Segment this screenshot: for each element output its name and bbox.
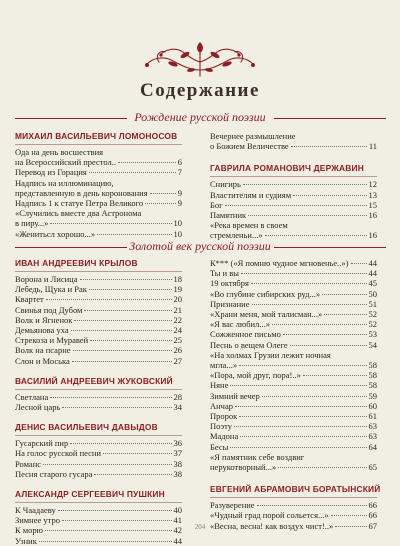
toc-entry-page: 61 xyxy=(368,411,377,422)
leader-dots xyxy=(257,505,367,506)
toc-entry-title: нерукотворный...» xyxy=(210,462,277,473)
toc-entry[interactable] xyxy=(210,411,377,421)
toc-entry-page: 37 xyxy=(173,448,182,459)
leader-dots xyxy=(43,464,171,465)
toc-entry-line: Надпись на иллюминацию, xyxy=(15,177,114,188)
toc-entry-page: 52 xyxy=(368,319,377,330)
toc-entry[interactable] xyxy=(15,438,182,448)
toc-entry-title: Снигирь xyxy=(210,179,241,190)
leader-dots xyxy=(70,443,171,444)
toc-entry-title: Бог xyxy=(210,199,223,210)
section-2-right-column xyxy=(210,258,381,531)
toc-entry[interactable] xyxy=(210,319,377,329)
toc-entry-page: 7 xyxy=(177,167,182,178)
toc-entry-title: Ворона и Лисица xyxy=(15,274,78,284)
toc-entry[interactable] xyxy=(210,340,377,350)
toc-entry[interactable] xyxy=(15,402,182,412)
toc-entry-line: «Случились вместе два Астронома xyxy=(15,208,142,219)
leader-dots xyxy=(80,279,172,280)
toc-entry-page: 58 xyxy=(368,380,377,391)
leader-dots xyxy=(89,172,176,173)
toc-entry-page: 21 xyxy=(173,304,182,315)
leader-dots xyxy=(150,193,176,194)
section-title: Золотой век русской поэзии xyxy=(129,239,271,253)
toc-entry[interactable] xyxy=(210,380,377,390)
toc-entry-title: Светлана xyxy=(15,391,49,402)
toc-entry-page: 36 xyxy=(173,438,182,449)
toc-entry-title: Надпись 1 к статуе Петра Великого xyxy=(15,198,144,209)
toc-entry-title: Свинья под Дубом xyxy=(15,304,83,315)
author-group xyxy=(15,376,182,412)
toc-entry-title: К Чаадаеву xyxy=(15,505,56,516)
leader-dots xyxy=(251,283,367,284)
leader-dots xyxy=(293,195,366,196)
toc-entry-title: 19 октября xyxy=(210,278,249,289)
toc-entry-page: 59 xyxy=(368,390,377,401)
toc-entry-line: «Река времен в своем xyxy=(210,220,288,231)
toc-entry-title: Мадона xyxy=(210,431,239,442)
toc-entry[interactable] xyxy=(15,274,182,284)
toc-entry-page: 45 xyxy=(368,278,377,289)
toc-entry-title: Зимнее утро xyxy=(15,515,60,526)
leader-dots xyxy=(89,289,172,290)
toc-entry-page: 9 xyxy=(177,198,182,209)
toc-entry[interactable] xyxy=(210,141,377,151)
toc-entry[interactable] xyxy=(210,510,377,520)
toc-entry-title: Песня старого гусара xyxy=(15,468,93,479)
toc-entry-page: 44 xyxy=(368,268,377,279)
toc-entry-title: На голос русской песни xyxy=(15,448,102,459)
leader-dots xyxy=(50,397,171,398)
toc-entry-page: 20 xyxy=(173,294,182,305)
toc-entry-title: «Во глубине сибирских руд...» xyxy=(210,288,321,299)
toc-entry-page: 6 xyxy=(177,157,182,168)
toc-entry[interactable] xyxy=(210,289,377,299)
toc-entry-title: «Женитьсл хорошо...» xyxy=(15,228,96,239)
toc-entry-title: на Всероссийский престол.. xyxy=(15,157,117,168)
toc-entry[interactable] xyxy=(210,370,377,380)
toc-entry-page: 58 xyxy=(368,370,377,381)
toc-entry-page: 22 xyxy=(173,314,182,325)
toc-entry-title: Романс xyxy=(15,458,42,469)
toc-entry-title: о Божием Величестве xyxy=(210,141,289,152)
author-group xyxy=(15,258,182,366)
toc-entry[interactable] xyxy=(15,188,182,198)
author-heading: МИХАИЛ ВАСИЛЬЕВИЧ ЛОМОНОСОВ xyxy=(15,131,182,145)
toc-entry[interactable] xyxy=(210,391,377,401)
leader-dots xyxy=(39,541,172,542)
toc-entry[interactable] xyxy=(15,284,182,294)
toc-entry-page: 19 xyxy=(173,284,182,295)
toc-entry[interactable] xyxy=(210,309,377,319)
toc-entry[interactable] xyxy=(210,299,377,309)
toc-entry-page: 15 xyxy=(368,199,377,210)
leader-dots xyxy=(84,310,171,311)
author-group xyxy=(210,163,377,240)
leader-dots xyxy=(225,205,367,206)
leader-dots xyxy=(90,340,171,341)
toc-entry[interactable] xyxy=(15,345,182,355)
leader-dots xyxy=(235,406,367,407)
toc-entry-page: 16 xyxy=(368,210,377,221)
toc-entry-page: 44 xyxy=(173,535,182,546)
toc-entry[interactable] xyxy=(15,167,182,177)
toc-entry[interactable] xyxy=(15,536,182,546)
toc-entry-line: Ода на день восшествия xyxy=(15,147,104,157)
author-heading: ИВАН АНДРЕЕВИЧ КРЫЛОВ xyxy=(15,258,182,272)
toc-entry[interactable] xyxy=(15,294,182,304)
toc-entry-page: 34 xyxy=(173,402,182,413)
leader-dots xyxy=(73,350,172,351)
toc-entry-title: стремленьи...» xyxy=(210,230,263,241)
section-1-left-column xyxy=(15,131,182,239)
toc-entry-page: 42 xyxy=(173,525,182,536)
toc-entry[interactable] xyxy=(15,356,182,366)
toc-entry[interactable] xyxy=(15,305,182,315)
toc-entry-title: «Весна, весна! как воздух чист!..» xyxy=(210,520,334,531)
toc-entry-title: Разуверение xyxy=(210,500,255,511)
toc-entry-title: Лесной царь xyxy=(15,402,61,413)
toc-entry-page: 26 xyxy=(173,345,182,356)
toc-entry-page: 58 xyxy=(368,360,377,371)
toc-entry-title: «Пора, мой друг, пора!..» xyxy=(210,370,301,381)
toc-entry-title: Перевод из Горация xyxy=(15,167,87,178)
toc-entry-page: 13 xyxy=(368,189,377,200)
leader-dots xyxy=(71,330,172,331)
toc-entry-title: Стрекоза и Муравей xyxy=(15,335,89,346)
toc-entry-title: Квартет xyxy=(15,294,44,305)
toc-entry-title: К*** («Я помню чудное мгновенье..») xyxy=(210,258,349,268)
leader-dots xyxy=(291,146,367,147)
toc-entry-title: Сожженное письмо xyxy=(210,329,281,340)
leader-dots xyxy=(97,234,171,235)
toc-entry[interactable] xyxy=(15,448,182,458)
leader-dots xyxy=(252,304,367,305)
leader-dots xyxy=(230,385,366,386)
toc-entry-page: 65 xyxy=(368,462,377,473)
toc-entry-page: 51 xyxy=(368,298,377,309)
toc-entry-page: 52 xyxy=(368,309,377,320)
toc-entry-page: 9 xyxy=(177,187,182,198)
toc-entry-title: Зимний вечер xyxy=(210,390,260,401)
leader-dots xyxy=(50,223,171,224)
leader-dots xyxy=(74,320,171,321)
toc-entry[interactable] xyxy=(15,315,182,325)
leader-dots xyxy=(58,510,172,511)
toc-entry-title: мгла...» xyxy=(210,360,238,371)
toc-entry-title: «Храни меня, мой талисман...» xyxy=(210,309,323,320)
toc-entry-page: 54 xyxy=(368,339,377,350)
toc-entry[interactable] xyxy=(210,268,377,278)
toc-entry-page: 60 xyxy=(368,400,377,411)
toc-entry[interactable] xyxy=(210,431,377,441)
toc-entry-title: «Я вас любил...» xyxy=(210,319,270,330)
author-heading: ДЕНИС ВАСИЛЬЕВИЧ ДАВЫДОВ xyxy=(15,422,182,436)
toc-entry[interactable] xyxy=(210,360,377,370)
toc-entry-title: Гусарский пир xyxy=(15,438,69,449)
leader-dots xyxy=(272,324,367,325)
toc-entry-page: 44 xyxy=(368,258,377,268)
toc-entry-page: 53 xyxy=(368,329,377,340)
author-group xyxy=(15,422,182,479)
toc-entry[interactable] xyxy=(15,325,182,335)
leader-dots xyxy=(103,453,171,454)
leader-dots xyxy=(239,416,366,417)
toc-entry-page: 63 xyxy=(368,421,377,432)
leader-dots xyxy=(290,345,367,346)
toc-entry-title: Ты и вы xyxy=(210,268,240,279)
toc-entry-page: 27 xyxy=(173,355,182,366)
toc-entry[interactable] xyxy=(15,335,182,345)
toc-entry[interactable] xyxy=(210,421,377,431)
toc-entry-page: 11 xyxy=(368,141,377,152)
leader-dots xyxy=(248,215,366,216)
toc-entry-title: К морю xyxy=(15,525,44,536)
author-group xyxy=(15,131,182,239)
toc-entry-page: 25 xyxy=(173,335,182,346)
toc-entry-page: 24 xyxy=(173,325,182,336)
toc-entry-title: Памятник xyxy=(210,210,247,221)
toc-entry[interactable] xyxy=(15,392,182,402)
toc-entry-line: Вечернее размышление xyxy=(210,131,296,141)
toc-entry[interactable] xyxy=(210,210,377,220)
toc-entry-title: Признание xyxy=(210,298,250,309)
toc-entry-title: Узник xyxy=(15,535,37,546)
toc-entry[interactable] xyxy=(210,190,377,200)
toc-entry-title: Лебедь, Щука и Рак xyxy=(15,284,87,295)
leader-dots xyxy=(46,299,172,300)
leader-dots xyxy=(324,314,366,315)
toc-entry-title: Пророк xyxy=(210,411,238,422)
leader-dots xyxy=(278,467,366,468)
leader-dots xyxy=(243,184,367,185)
leader-dots xyxy=(331,515,367,516)
toc-entry-title: Бесы xyxy=(210,441,229,452)
toc-entry-title: представленную в день коронования xyxy=(15,187,148,198)
toc-entry-line: «На холмах Грузии лежит ночная xyxy=(210,349,331,360)
toc-entry-page: 66 xyxy=(368,500,377,511)
toc-entry-title: Няне xyxy=(210,380,229,391)
toc-entry-title: Демьянова уха xyxy=(15,325,69,336)
toc-entry-title: в пиру...» xyxy=(15,218,49,229)
leader-dots xyxy=(62,520,172,521)
floral-ornament-icon xyxy=(139,40,261,78)
leader-dots xyxy=(234,426,367,427)
toc-entry[interactable] xyxy=(15,198,182,208)
author-group xyxy=(15,489,182,546)
toc-entry-page: 10 xyxy=(173,228,182,239)
toc-entry[interactable] xyxy=(15,469,182,479)
toc-entry[interactable] xyxy=(15,229,182,239)
toc-entry-page: 41 xyxy=(173,515,182,526)
toc-entry-page: 38 xyxy=(173,458,182,469)
toc-entry[interactable] xyxy=(210,200,377,210)
toc-entry-page: 18 xyxy=(173,274,182,284)
toc-entry-page: 16 xyxy=(368,230,377,241)
toc-entry[interactable] xyxy=(210,462,377,472)
toc-entry[interactable] xyxy=(210,401,377,411)
leader-dots xyxy=(351,263,367,264)
toc-entry[interactable] xyxy=(210,258,377,268)
leader-dots xyxy=(265,235,367,236)
leader-dots xyxy=(262,396,367,397)
toc-entry-page: 12 xyxy=(368,179,377,190)
author-group xyxy=(210,131,377,151)
leader-dots xyxy=(303,375,367,376)
toc-entry-title: Песнь о вещем Олеге xyxy=(210,339,288,350)
leader-dots xyxy=(239,365,366,366)
toc-entry[interactable] xyxy=(210,179,377,189)
toc-entry-page: 50 xyxy=(368,288,377,299)
toc-entry-page: 38 xyxy=(173,468,182,479)
toc-entry-title: Слон и Моська xyxy=(15,355,70,366)
toc-entry-title: Волк и Ягненок xyxy=(15,314,73,325)
leader-dots xyxy=(145,203,176,204)
author-heading: ВАСИЛИЙ АНДРЕЕВИЧ ЖУКОВСКИЙ xyxy=(15,376,182,390)
toc-entry-page: 64 xyxy=(368,441,377,452)
toc-entry[interactable] xyxy=(15,505,182,515)
toc-entry-title: Анчар xyxy=(210,400,233,411)
toc-entry-title: «Чудный град порой сольется...» xyxy=(210,510,329,521)
toc-entry-page: 28 xyxy=(173,391,182,402)
section-title: Рождение русской поэзии xyxy=(134,110,266,124)
page-title: Содержание xyxy=(140,80,260,101)
toc-entry-title: Властителям и судиям xyxy=(210,189,292,200)
section-2-left-column xyxy=(15,258,182,546)
toc-entry-page: 63 xyxy=(368,431,377,442)
toc-entry-line: «Я памятник себе воздвиг xyxy=(210,451,305,462)
toc-entry-page: 67 xyxy=(368,520,377,531)
author-group xyxy=(210,258,377,472)
author-heading: АЛЕКСАНДР СЕРГЕЕВИЧ ПУШКИН xyxy=(15,489,182,503)
leader-dots xyxy=(230,447,366,448)
leader-dots xyxy=(240,436,366,437)
toc-entry[interactable] xyxy=(210,329,377,339)
leader-dots xyxy=(283,334,367,335)
author-heading: ГАВРИЛА РОМАНОВИЧ ДЕРЖАВИН xyxy=(210,163,377,177)
toc-entry-title: Волк на псарне xyxy=(15,345,71,356)
leader-dots xyxy=(118,162,176,163)
leader-dots xyxy=(94,474,171,475)
toc-entry-page: 66 xyxy=(368,510,377,521)
leader-dots xyxy=(322,294,366,295)
leader-dots xyxy=(72,361,172,362)
toc-entry-page: 40 xyxy=(173,505,182,516)
toc-entry[interactable] xyxy=(210,500,377,510)
author-heading: ЕВГЕНИЙ АБРАМОВИЧ БОРАТЫНСКИЙ xyxy=(210,484,377,498)
toc-entry[interactable] xyxy=(15,157,182,167)
page-number: 204 xyxy=(194,523,206,531)
toc-entry-title: Поэту xyxy=(210,421,232,432)
leader-dots xyxy=(62,407,171,408)
toc-entry-page: 10 xyxy=(173,218,182,229)
toc-entry[interactable] xyxy=(210,442,377,452)
toc-entry[interactable] xyxy=(15,459,182,469)
section-1-right-column xyxy=(210,131,377,241)
toc-entry[interactable] xyxy=(210,278,377,288)
toc-entry[interactable] xyxy=(15,218,182,228)
leader-dots xyxy=(241,273,366,274)
